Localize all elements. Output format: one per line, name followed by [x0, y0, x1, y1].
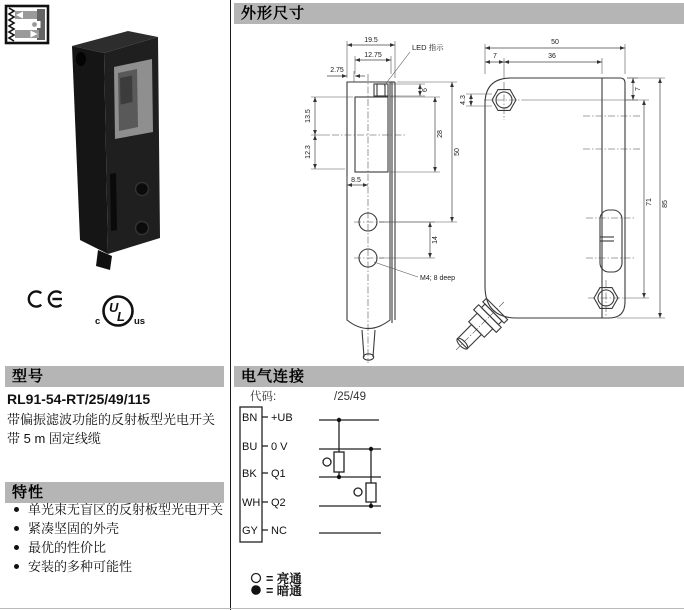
dim-flange-width: 36: [548, 53, 556, 60]
feature-item: 最优的性价比: [7, 541, 225, 555]
ul-letter-l: L: [117, 309, 125, 324]
terminal-wire: WH: [242, 497, 261, 509]
electrical-section-header: [234, 366, 684, 387]
bullet-icon: [14, 507, 19, 512]
dim-led-height: 6: [422, 88, 429, 92]
feature-item: 安装的多种可能性: [7, 560, 225, 574]
model-section-header: [5, 366, 224, 387]
code-value: /25/49: [334, 391, 366, 403]
terminal-wire: GY: [242, 525, 258, 537]
ul-mark-icon: [88, 288, 150, 337]
terminal-signal: Q2: [271, 497, 286, 509]
dim-front-offset: 7: [493, 53, 497, 60]
side-view-drawing: [445, 39, 669, 361]
legend-light-on-icon: [252, 574, 261, 583]
thread-note: M4; 8 deep: [420, 275, 456, 282]
lens-face: [355, 97, 388, 172]
page-bottom-rule: [0, 608, 684, 609]
bullet-icon: [14, 526, 19, 531]
light-on-symbol-icon: [323, 458, 331, 466]
screw-hole: [136, 222, 149, 235]
features-section-header: [5, 482, 224, 503]
cable-gland: [445, 291, 516, 362]
model-description: [7, 410, 215, 448]
dim-lens-height: 28: [437, 130, 444, 138]
legend-light-on-text: = 亮通: [266, 572, 302, 586]
wiring-diagram: [234, 390, 684, 608]
dim-head-height: 50: [454, 148, 461, 156]
terminal-signal: NC: [271, 525, 287, 537]
description-line: 带 5 m 固定线缆: [7, 431, 101, 446]
switching-legend: [251, 571, 302, 598]
terminal-signal: Q1: [271, 468, 286, 480]
dim-axis-offset: 8.5: [351, 177, 361, 184]
ul-prefix-c: c: [95, 316, 101, 327]
dim-upper-height: 13.5: [305, 109, 312, 123]
dim-side-total-height: 85: [662, 200, 669, 208]
ul-suffix-us: us: [134, 316, 146, 327]
light-on-symbol-icon: [354, 488, 362, 496]
dim-hole-spacing: 14: [432, 236, 439, 244]
front-view-drawing: [305, 37, 461, 363]
dim-lens-offset: 2.75: [330, 67, 344, 74]
dim-lower-height: 12.3: [305, 145, 312, 159]
model-section-title: 型号: [12, 368, 45, 385]
feature-item: 紧凑坚固的外壳: [7, 522, 225, 536]
wiring-lines: [319, 418, 381, 533]
ce-mark-icon: [26, 288, 66, 315]
model-number: RL91-54-RT/25/49/115: [7, 391, 151, 407]
dimension-drawing: [234, 26, 684, 364]
dim-nut-offset: 4.3: [460, 95, 467, 105]
terminal-wire: BK: [242, 468, 257, 480]
bullet-icon: [14, 545, 19, 550]
dim-top-offset: 7: [635, 87, 642, 91]
legend-dark-on-icon: [251, 585, 261, 595]
column-divider: [230, 0, 231, 610]
dim-side-total-width: 50: [551, 39, 559, 46]
terminal-wire: BU: [242, 441, 258, 453]
legend-dark-on-text: = 暗通: [266, 584, 302, 598]
led-indicator-label: LED 指示: [412, 43, 444, 52]
load-resistor: [366, 483, 376, 502]
description-line: 带偏振滤波功能的反射板型光电开关: [7, 412, 216, 427]
features-section-title: 特性: [12, 484, 45, 501]
mount-hole: [76, 52, 86, 66]
product-photo: [52, 26, 192, 275]
bullet-icon: [14, 564, 19, 569]
terminal-block: [240, 407, 293, 542]
terminal-signal: 0 V: [271, 441, 288, 453]
dim-hole-span: 71: [646, 198, 653, 206]
retroreflective-sensor-icon: [4, 4, 51, 51]
code-label: 代码:: [250, 391, 277, 403]
load-resistor: [334, 452, 344, 472]
screw-hole: [136, 183, 149, 196]
electrical-section-title: 电气连接: [241, 368, 306, 385]
led-indicator: [374, 84, 388, 96]
dimensions-section-title: 外形尺寸: [241, 5, 306, 22]
features-list: [7, 503, 225, 579]
side-slot: [110, 173, 117, 231]
ul-letter-u: U: [109, 300, 119, 315]
dim-lens-width: 12.75: [364, 52, 382, 59]
dim-total-width: 19.5: [364, 37, 378, 44]
feature-item: 单光束无盲区的反射板型光电开关: [7, 503, 225, 517]
dimensions-section-header: [234, 3, 684, 24]
terminal-signal: +UB: [271, 412, 293, 424]
terminal-wire: BN: [242, 412, 258, 424]
